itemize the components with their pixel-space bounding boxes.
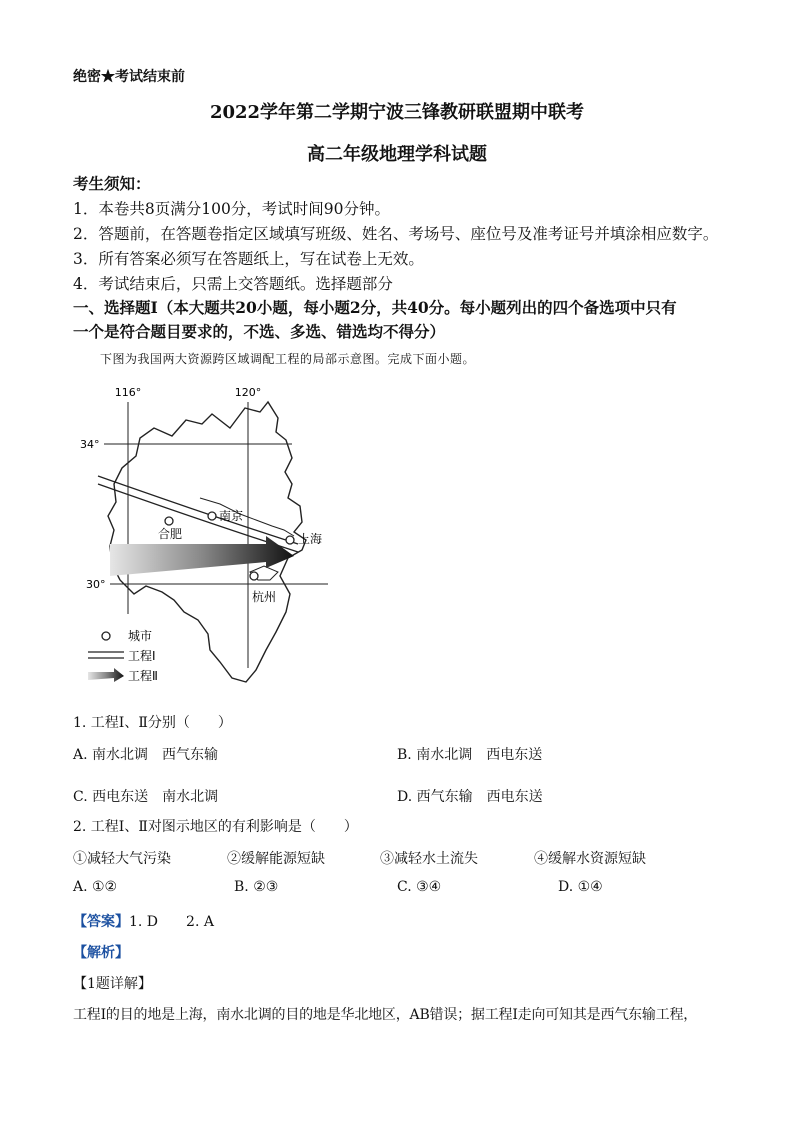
question-2-statement: ③减轻水土流失 (380, 851, 478, 867)
question-1-stem: 1. 工程Ⅰ、Ⅱ分别（ ） (73, 715, 232, 731)
detail-label: 【1题详解】 (73, 976, 152, 992)
answer-label: 【答案】 (73, 914, 129, 930)
legend-city-symbol (102, 632, 110, 640)
question-2-statement: ②缓解能源短缺 (227, 851, 325, 867)
exam-subtitle: 高二年级地理学科试题 (307, 144, 487, 165)
question-1-option-b: B. 南水北调 西电东送 (397, 747, 543, 763)
project-2-arrow (110, 536, 294, 576)
lat-label-34: 34° (80, 438, 100, 451)
question-1-option-a: A. 南水北调 西气东输 (73, 747, 219, 763)
legend-city-label: 城市 (128, 629, 153, 643)
question-1-option-c: C. 西电东送 南水北调 (73, 789, 219, 805)
city-label: 南京 (219, 509, 244, 523)
legend-project-1-label: 工程Ⅰ (128, 649, 156, 663)
detail-text: 工程Ⅰ的目的地是上海，南水北调的目的地是华北地区，AB错误；据工程Ⅰ走向可知其是西气东输工程， (73, 1007, 698, 1023)
confidential-mark: 绝密★考试结束前 (73, 69, 185, 85)
lon-label-116: 116° (114, 386, 142, 399)
question-2-statement: ④缓解水资源短缺 (534, 851, 646, 867)
answer-values: 1. D 2. A (129, 914, 214, 930)
question-2-option-a: A. ①② (73, 879, 118, 895)
notice-heading: 考生须知： (73, 174, 151, 193)
notice-item: 1．本卷共8页满分100分，考试时间90分钟。 (73, 200, 391, 218)
analysis-label: 【解析】 (73, 945, 129, 961)
section-heading-line2: 一个是符合题目要求的，不选、多选、错选均不得分） (73, 322, 446, 341)
notice-item: 2．答题前，在答题卷指定区域填写班级、姓名、考场号、座位号及准考证号并填涂相应数字。 (73, 225, 719, 243)
section-heading-line1: 一、选择题Ⅰ（本大题共20小题，每小题2分，共40分。每小题列出的四个备选项中只有 (73, 298, 677, 317)
city-label: 杭州 (252, 590, 277, 604)
question-intro: 下图为我国两大资源跨区域调配工程的局部示意图。完成下面小题。 (100, 352, 476, 366)
city-marker (165, 517, 173, 525)
question-2-statement: ①减轻大气污染 (73, 851, 171, 867)
question-1-option-d: D. 西气东输 西电东送 (397, 789, 543, 805)
answer-line (73, 911, 214, 931)
city-marker (286, 536, 294, 544)
city-label: 合肥 (158, 527, 183, 541)
lat-label-30: 30° (86, 578, 106, 591)
question-2-option-d: D. ①④ (558, 879, 603, 895)
legend-project-2-label: 工程Ⅱ (128, 669, 158, 683)
city-marker (208, 512, 216, 520)
legend-project-2-symbol (88, 668, 124, 682)
question-2-option-b: B. ②③ (234, 879, 279, 895)
exam-title: 2022学年第二学期宁波三锋教研联盟期中联考 (209, 102, 585, 123)
notice-item: 4．考试结束后，只需上交答题纸。选择题部分 (73, 275, 393, 293)
question-2-option-c: C. ③④ (397, 879, 442, 895)
notice-item: 3．所有答案必须写在答题纸上，写在试卷上无效。 (73, 250, 424, 268)
city-marker (250, 572, 258, 580)
lon-label-120: 120° (234, 386, 262, 399)
resource-transfer-map (80, 380, 350, 690)
city-label: 上海 (298, 532, 323, 546)
question-2-stem: 2. 工程Ⅰ、Ⅱ对图示地区的有利影响是（ ） (73, 819, 358, 835)
